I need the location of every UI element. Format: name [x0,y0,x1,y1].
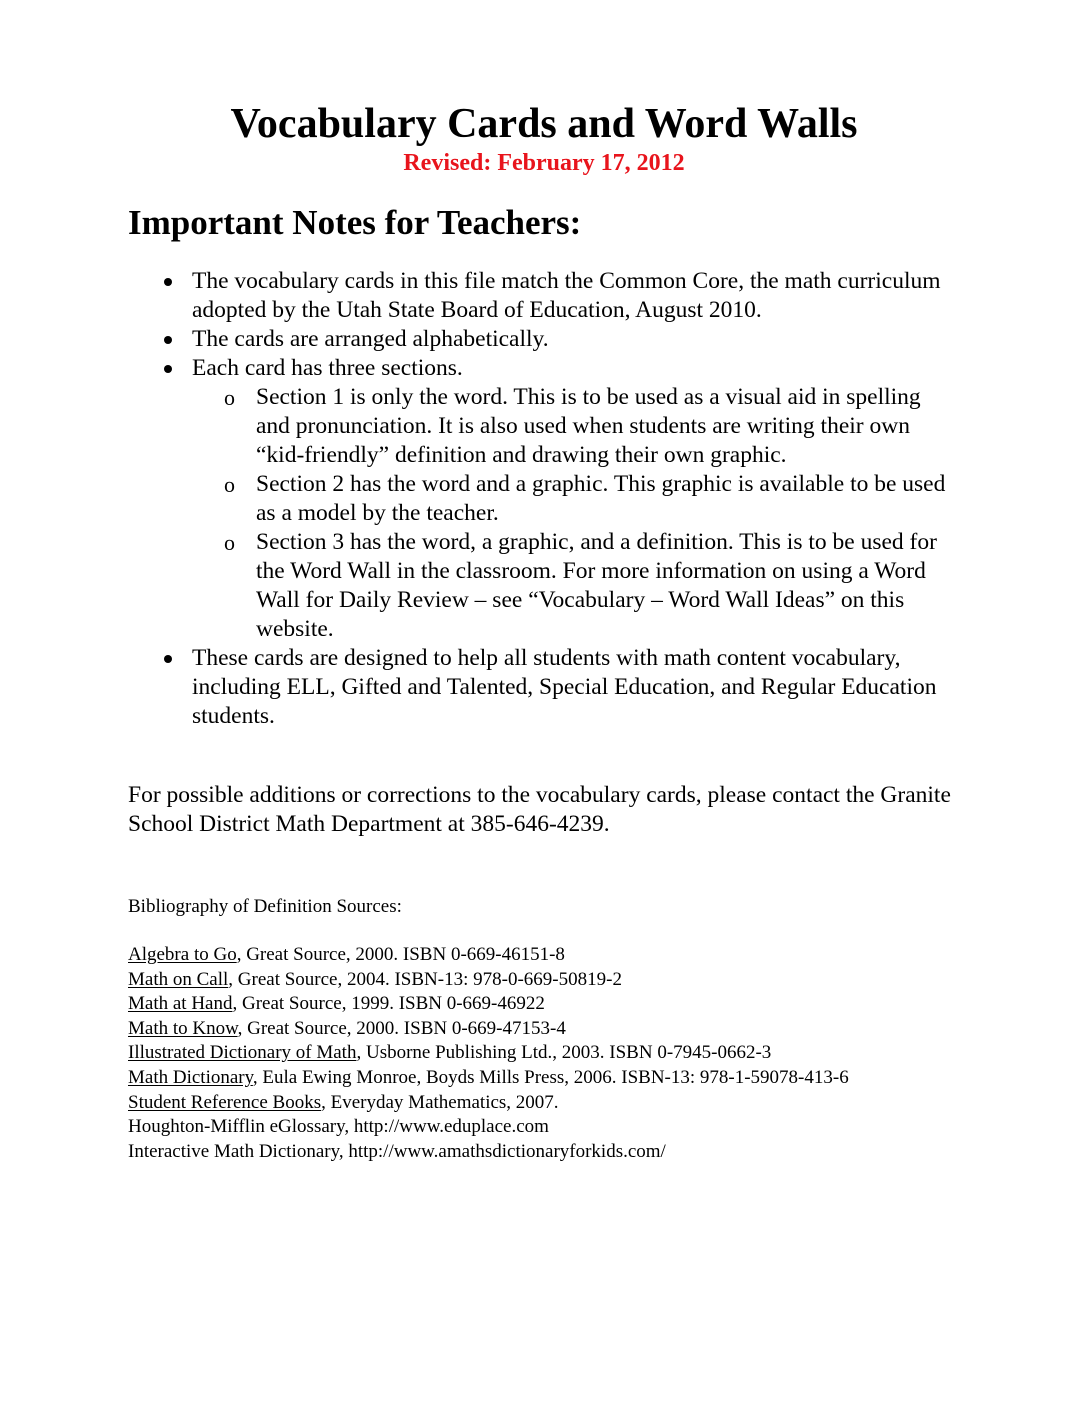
bullet-icon [164,655,172,663]
notes-list [128,267,958,731]
sub-note-item [192,528,958,644]
circle-bullet-icon: o [224,472,235,497]
note-item [128,644,958,731]
note-item [128,354,958,644]
source-title: Algebra to Go [128,944,237,965]
bibliography-heading: Bibliography of Definition Sources: [128,896,402,917]
sub-note-item [192,383,958,470]
sub-note-text: Section 1 is only the word. This is to be used as a visual aid in spelling and pronunciation. It is also used when students are writing their own “kid-friendly” definition and drawing their own graphic. [256,384,921,468]
bibliography-entry [128,992,1028,1017]
bibliography-entry [128,1041,1028,1066]
source-details: , Great Source, 2000. ISBN 0-669-47153-4 [237,1017,566,1039]
source-details: , Great Source, 2004. ISBN-13: 978-0-669-50819-2 [228,968,622,990]
source-title: Illustrated Dictionary of Math [128,1042,357,1064]
source-title: Math at Hand [128,993,233,1015]
bibliography-entry [128,943,1028,968]
note-item [128,325,958,354]
note-item [128,267,958,325]
note-text: Each card has three sections. [192,355,463,381]
source-details: Houghton-Mifflin eGlossary, http://www.eduplace.com [128,1116,549,1138]
source-title: Math Dictionary [128,1066,253,1088]
bullet-icon [164,278,172,286]
source-details: , Great Source, 1999. ISBN 0-669-46922 [232,993,545,1015]
bullet-icon [164,336,172,344]
sub-note-text: Section 3 has the word, a graphic, and a definition. This is to be used for the Word Wall in the classroom. For more information on using a Word Wall for Daily Review – see “Vocabulary – Word Wall Ideas” on this website. [256,529,937,642]
sub-note-item [192,470,958,528]
circle-bullet-icon: o [224,530,235,555]
bibliography-entry [128,1091,1028,1116]
note-text: The cards are arranged alphabetically. [192,326,549,352]
source-details: Interactive Math Dictionary, http://www.amathsdictionaryforkids.com/ [128,1140,666,1162]
section-heading: Important Notes for Teachers: [128,203,582,242]
source-details: , Great Source, 2000. ISBN 0-669-46151-8 [236,944,565,965]
source-details: , Everyday Mathematics, 2007. [321,1091,559,1113]
bibliography-entry [128,1066,1028,1091]
sub-note-text: Section 2 has the word and a graphic. This graphic is available to be used as a model by the teacher. [256,471,946,526]
bibliography-list [128,943,1028,1164]
bibliography-entry [128,1115,1028,1140]
circle-bullet-icon: o [224,385,235,410]
bibliography-entry [128,1140,1028,1165]
bibliography-entry [128,1017,1028,1042]
sections-sublist [192,383,958,644]
note-text: These cards are designed to help all students with math content vocabulary, including ELL, Gifted and Talented, Special Education, and Regular Education students. [192,645,937,729]
bibliography-entry [128,968,1028,993]
document-title: Vocabulary Cards and Word Walls [230,101,858,147]
source-details: , Usborne Publishing Ltd., 2003. ISBN 0-7945-0662-3 [356,1042,772,1064]
revised-date: Revised: February 17, 2012 [403,150,685,176]
source-title: Math on Call [128,968,229,990]
source-title: Student Reference Books [128,1091,322,1113]
note-text: The vocabulary cards in this file match the Common Core, the math curriculum adopted by the Utah State Board of Education, August 2010. [192,268,941,323]
source-title: Math to Know [128,1017,238,1039]
contact-paragraph: For possible additions or corrections to the vocabulary cards, please contact the Granite School District Math Department at 385-646-4239. [128,782,951,837]
bullet-icon [164,365,172,373]
source-details: , Eula Ewing Monroe, Boyds Mills Press, 2006. ISBN-13: 978-1-59078-413-6 [252,1066,849,1088]
